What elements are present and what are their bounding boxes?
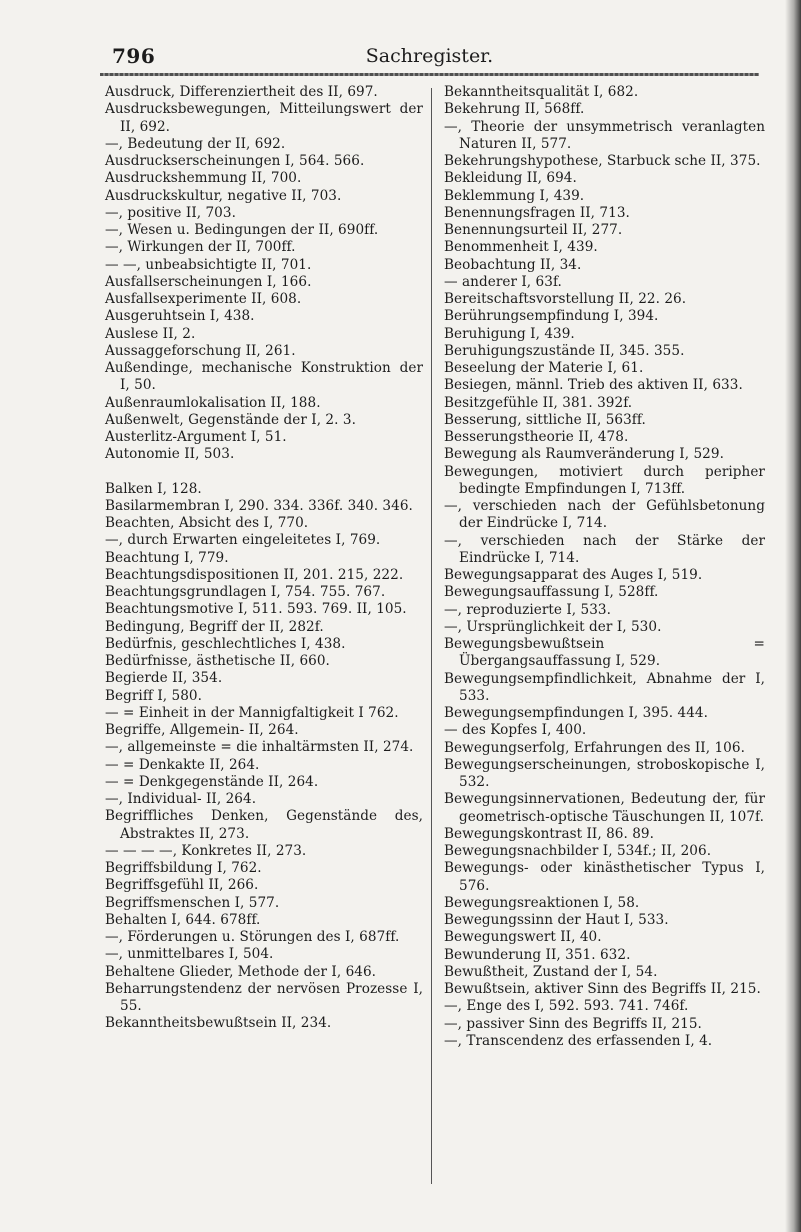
index-entry: Bewegungsbewußtsein = Übergangsauffassung I, 529. [444, 636, 765, 670]
index-entry: — = Denkgegenstände II, 264. [105, 773, 319, 790]
index-entry: Bereitschaftsvorstellung II, 22. 26. [444, 291, 687, 307]
index-entry: Basilarmembran I, 290. 334. 336f. 340. 346. [105, 497, 413, 514]
index-entry: Besiegen, männl. Trieb des aktiven II, 633. [444, 377, 743, 394]
index-entry: —, Wesen u. Bedingungen der II, 690ff. [105, 222, 379, 238]
index-entry: — —, unbeabsichtigte II, 701. [105, 256, 312, 273]
index-entry: Bedürfnisse, ästhetische II, 660. [105, 653, 330, 669]
index-entry: Ausdruck, Differenziertheit des II, 697. [105, 84, 378, 100]
index-entry: —, allgemeinste = die inhaltärmsten II, 274. [105, 739, 414, 756]
index-entry: Beharrungstendenz der nervösen Prozesse I, 55. [105, 980, 423, 1014]
index-entry: Beruhigung I, 439. [444, 325, 575, 342]
index-entry: Bewunderung II, 351. 632. [444, 946, 631, 963]
index-entry: Auslese II, 2. [105, 325, 196, 342]
index-entry: Begierde II, 354. [105, 670, 223, 687]
index-entry: —, Wirkungen der II, 700ff. [105, 239, 296, 256]
index-entry: Bewegungsempfindlichkeit, Abnahme der I, 533. [444, 670, 765, 704]
index-entry: Bewegungssinn der Haut I, 533. [444, 912, 669, 928]
index-entry: Ausfallsexperimente II, 608. [105, 291, 302, 307]
index-entry: Beachten, Absicht des I, 770. [105, 515, 309, 531]
index-entry: Begriff I, 580. [105, 687, 202, 704]
index-entry: — = Einheit in der Mannigfaltigkeit I 762. [105, 704, 399, 721]
index-entry: Bekanntheitsqualität I, 682. [444, 84, 639, 100]
index-entry: Ausdruckshemmung II, 700. [105, 170, 302, 187]
index-entry: —, positive II, 703. [105, 204, 236, 221]
index-entry: —, Individual- II, 264. [105, 791, 257, 807]
index-entry: Bewegungsapparat des Auges I, 519. [444, 567, 703, 583]
index-entry: Begriffsgefühl II, 266. [105, 877, 259, 894]
index-entry: Bekanntheitsbewußtsein II, 234. [105, 1015, 332, 1032]
index-entry: Benommenheit I, 439. [444, 239, 598, 256]
index-entry: Bewegungen, motiviert durch peripher bedingte Empfindungen I, 713ff. [444, 463, 765, 497]
index-entry: Begriffsbildung I, 762. [105, 860, 262, 876]
index-entry: Behaltene Glieder, Methode der I, 646. [105, 963, 377, 980]
index-entry: Ausfallserscheinungen I, 166. [105, 273, 312, 290]
page-number: 796 [112, 44, 156, 68]
index-entry: Ausdruckskultur, negative II, 703. [105, 187, 342, 204]
index-entry: Begriffe, Allgemein- II, 264. [105, 722, 299, 738]
index-entry: Außenwelt, Gegenstände der I, 2. 3. [105, 411, 356, 428]
index-entry: —, verschieden nach der Gefühlsbetonung der Eindrücke I, 714. [444, 498, 765, 532]
index-entry: Bewußtheit, Zustand der I, 54. [444, 963, 658, 980]
index-entry: —, verschieden nach der Stärke der Eindrücke I, 714. [444, 532, 765, 566]
index-entry: —, durch Erwarten eingeleitetes I, 769. [105, 532, 381, 549]
index-entry: Bewegungsauffassung I, 528ff. [444, 584, 659, 601]
column-divider [431, 88, 432, 1184]
index-entry: Beachtungsgrundlagen I, 754. 755. 767. [105, 584, 386, 600]
index-entry: Bewußtsein, aktiver Sinn des Begriffs II, 215. [444, 981, 761, 997]
index-entry: —, Förderungen u. Störungen des I, 687ff. [105, 929, 400, 945]
index-entry: Beseelung der Materie I, 61. [444, 360, 644, 376]
index-entry: Außenraumlokalisation II, 188. [105, 394, 321, 411]
index-entry: Bedürfnis, geschlechtliches I, 438. [105, 635, 346, 652]
page-edge-shadow [785, 0, 801, 1232]
index-entry: Besserungstheorie II, 478. [444, 429, 629, 445]
index-entry: Bewegungsreaktionen I, 58. [444, 894, 640, 911]
index-entry: Ausdruckserscheinungen I, 564. 566. [105, 153, 365, 169]
index-entry: Besitzgefühle II, 381. 392f. [444, 394, 633, 411]
index-entry: — des Kopfes I, 400. [444, 722, 587, 739]
index-entry: Bewegungskontrast II, 86. 89. [444, 825, 654, 842]
index-entry: Aussaggeforschung II, 261. [105, 342, 296, 359]
index-entry: — = Denkakte II, 264. [105, 756, 260, 773]
index-entry: —, reproduzierte I, 533. [444, 601, 611, 618]
index-entry: Bewegungsempfindungen I, 395. 444. [444, 705, 708, 721]
index-entry: Beachtungsdispositionen II, 201. 215, 222. [105, 566, 404, 583]
index-entry: —, unmittelbares I, 504. [105, 946, 274, 963]
index-column-right [444, 84, 765, 1050]
index-entry: Bewegungswert II, 40. [444, 929, 602, 946]
running-title: Sachregister. [365, 45, 494, 67]
index-entry: Beachtungsmotive I, 511. 593. 769. II, 105. [105, 601, 407, 618]
section-gap [105, 464, 423, 481]
index-entry: — anderer I, 63f. [444, 273, 562, 290]
index-entry: Bekleidung II, 694. [444, 170, 577, 187]
index-entry: Ausdrucksbewegungen, Mitteilungswert der II, 692. [105, 101, 423, 135]
index-entry: Bewegungs- oder kinästhetischer Typus I, 576. [444, 860, 765, 894]
index-entry: Beruhigungszustände II, 345. 355. [444, 342, 685, 359]
index-entry: Bewegungserscheinungen, stroboskopische I, 532. [444, 756, 765, 790]
index-entry: — — — —, Konkretes II, 273. [105, 842, 307, 859]
index-entry: —, Bedeutung der II, 692. [105, 135, 286, 152]
index-entry: Bewegungserfolg, Erfahrungen des II, 106. [444, 739, 745, 756]
index-entry: Ausgeruhtsein I, 438. [105, 308, 255, 325]
index-entry: Benennungsfragen II, 713. [444, 204, 630, 221]
index-entry: —, Ursprünglichkeit der I, 530. [444, 618, 662, 635]
index-entry: —, Theorie der unsymmetrisch veranlagten Naturen II, 577. [444, 118, 765, 152]
index-entry: Bekehrungshypothese, Starbuck sche II, 375. [444, 153, 761, 169]
index-entry: Benennungsurteil II, 277. [444, 222, 623, 238]
index-entry: Begriffliches Denken, Gegenstände des, Abstraktes II, 273. [105, 808, 423, 842]
index-entry: —, passiver Sinn des Begriffs II, 215. [444, 1015, 702, 1032]
index-entry: Bewegungsinnervationen, Bedeutung der, für geometrisch-optische Täuschungen II, 107f. [444, 791, 765, 825]
index-entry: Behalten I, 644. 678ff. [105, 911, 261, 928]
index-entry: —, Enge des I, 592. 593. 741. 746f. [444, 998, 689, 1015]
index-column-left [105, 84, 423, 1033]
index-entry: Bewegungsnachbilder I, 534f.; II, 206. [444, 843, 712, 859]
header-rule [100, 73, 759, 76]
index-entry: Beachtung I, 779. [105, 549, 229, 566]
index-entry: Besserung, sittliche II, 563ff. [444, 411, 646, 428]
index-entry: Bekehrung II, 568ff. [444, 101, 585, 118]
index-entry: Bedingung, Begriff der II, 282f. [105, 618, 324, 635]
index-entry: Austerlitz-Argument I, 51. [105, 429, 287, 445]
index-entry: Begriffsmenschen I, 577. [105, 894, 280, 911]
page-header [100, 40, 759, 72]
index-entry: Berührungsempfindung I, 394. [444, 308, 659, 325]
index-entry: Autonomie II, 503. [105, 446, 235, 463]
index-entry: Beklemmung I, 439. [444, 187, 585, 204]
index-entry: Beobachtung II, 34. [444, 256, 582, 273]
index-entry: Außendinge, mechanische Konstruktion der I, 50. [105, 360, 423, 394]
index-entry: Bewegung als Raumveränderung I, 529. [444, 446, 724, 463]
index-entry: —, Transcendenz des erfassenden I, 4. [444, 1032, 713, 1049]
index-entry: Balken I, 128. [105, 480, 202, 497]
